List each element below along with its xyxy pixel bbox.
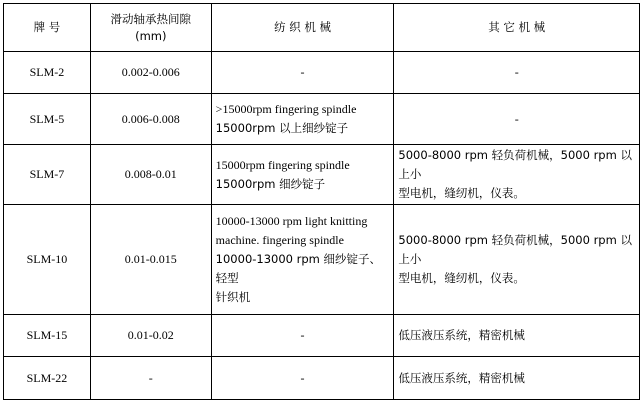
- table-row: [4, 145, 640, 205]
- grade-cell: SLM-7: [4, 145, 91, 205]
- grade-cell: SLM-22: [4, 357, 91, 400]
- table-row: [4, 52, 640, 94]
- table-row: [4, 94, 640, 145]
- other-cell: 低压液压系统，精密机械: [394, 357, 640, 400]
- header-clearance-unit: (mm): [135, 28, 167, 43]
- grade-cell: SLM-2: [4, 52, 91, 94]
- table-row: [4, 357, 640, 400]
- table-row: [4, 315, 640, 357]
- other-line: 型电机，缝纫机，仪表。: [398, 186, 525, 200]
- grade-cell: SLM-5: [4, 94, 91, 145]
- header-other: 其 它 机 械: [394, 4, 640, 52]
- textile-line: 15000rpm fingering spindle: [215, 157, 350, 172]
- clearance-cell: 0.006-0.008: [90, 94, 211, 145]
- other-line: 5000-8000 rpm 轻负荷机械，5000 rpm 以上小: [398, 233, 632, 266]
- header-clearance-label: 滑动轴承热间隙: [110, 11, 192, 26]
- grade-cell: SLM-10: [4, 205, 91, 315]
- other-cell: -: [394, 94, 640, 145]
- textile-cell: -: [211, 52, 394, 94]
- other-line: 5000-8000 rpm 轻负荷机械，5000 rpm 以上小: [398, 148, 632, 181]
- table-row: [4, 205, 640, 315]
- clearance-cell: 0.008-0.01: [90, 145, 211, 205]
- textile-line: >15000rpm fingering spindle: [215, 102, 357, 116]
- clearance-cell: -: [90, 357, 211, 400]
- textile-cell: [211, 145, 394, 205]
- other-cell: [394, 145, 640, 205]
- other-line: 型电机，缝纫机，仪表。: [398, 271, 525, 285]
- textile-line: 10000-13000 rpm light knitting: [215, 214, 368, 228]
- grade-cell: SLM-15: [4, 315, 91, 357]
- header-row: [4, 4, 640, 52]
- clearance-cell: 0.01-0.02: [90, 315, 211, 357]
- textile-line: 针织机: [215, 290, 251, 304]
- other-cell: 低压液压系统，精密机械: [394, 315, 640, 357]
- other-cell: -: [394, 52, 640, 94]
- textile-line: machine. fingering spindle: [215, 233, 344, 247]
- header-textile: 纺 织 机 械: [211, 4, 394, 52]
- header-grade: 牌 号: [4, 4, 91, 52]
- textile-cell: [211, 94, 394, 145]
- bearing-clearance-table: [3, 3, 640, 400]
- textile-cell: [211, 205, 394, 315]
- clearance-cell: 0.01-0.015: [90, 205, 211, 315]
- textile-cell: -: [211, 357, 394, 400]
- other-cell: [394, 205, 640, 315]
- textile-cell: -: [211, 315, 394, 357]
- header-clearance: [90, 4, 211, 52]
- clearance-cell: 0.002-0.006: [90, 52, 211, 94]
- textile-line: 15000rpm 细纱锭子: [215, 176, 326, 191]
- textile-line: 15000rpm 以上细纱锭子: [215, 121, 349, 135]
- textile-line: 10000-13000 rpm 细纱锭子、轻型: [215, 252, 382, 285]
